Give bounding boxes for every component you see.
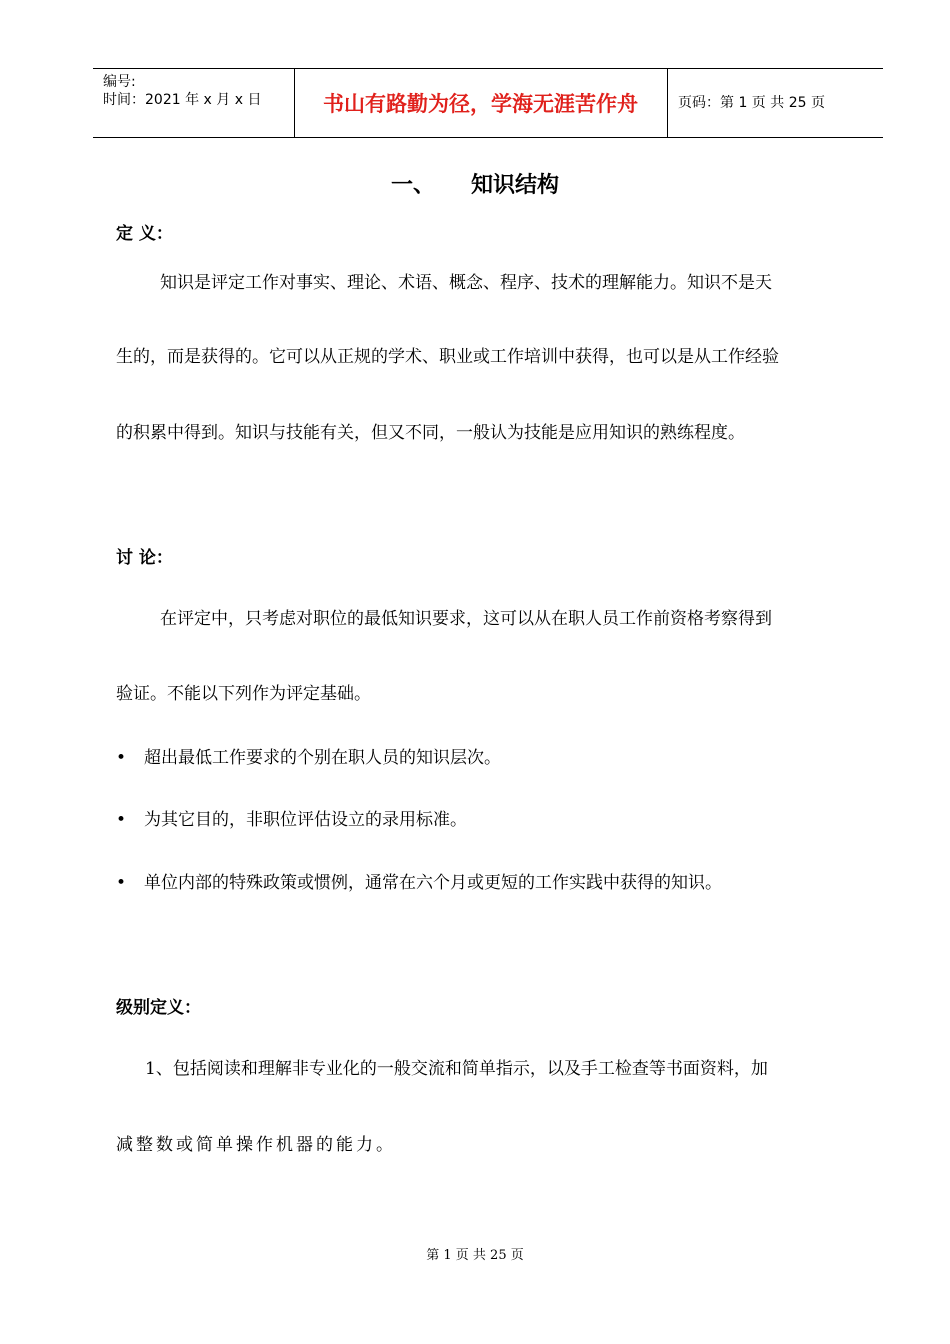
header-page-number: 页码：第 1 页 共 25 页 (678, 95, 825, 111)
page-footer: 第 1 页 共 25 页 (426, 1248, 524, 1263)
list-item-text: 超出最低工作要求的个别在职人员的知识层次。 (144, 748, 501, 768)
header-page-cell (668, 69, 883, 137)
discussion-line-2: 验证。不能以下列作为评定基础。 (116, 684, 371, 704)
header-motto: 书山有路勤为径，学海无涯苦作舟 (323, 91, 638, 116)
title-text: 知识结构 (471, 172, 560, 198)
levels-heading: 级别定义： (116, 998, 201, 1018)
title-number: 一、 (390, 172, 435, 198)
bullet-icon: • (116, 810, 127, 830)
header-left-cell (93, 69, 295, 137)
list-item (116, 872, 722, 894)
list-item (116, 809, 467, 831)
document-number-label: 编号: (103, 74, 136, 90)
document-title (0, 170, 950, 200)
definition-line-1: 知识是评定工作对事实、理论、术语、概念、程序、技术的理解能力。知识不是天 (160, 273, 772, 293)
list-item (116, 747, 501, 769)
discussion-heading: 讨 论： (116, 548, 173, 568)
definition-line-2: 生的，而是获得的。它可以从正规的学术、职业或工作培训中获得，也可以是从工作经验 (116, 347, 779, 367)
bullet-icon: • (116, 748, 127, 768)
document-time: 时间：2021 年 x 月 x 日 (103, 92, 262, 108)
definition-heading: 定 义： (116, 224, 173, 244)
levels-line-2: 减整数或简单操作机器的能力。 (116, 1135, 396, 1155)
definition-line-3: 的积累中得到。知识与技能有关，但又不同，一般认为技能是应用知识的熟练程度。 (116, 423, 745, 443)
discussion-line-1: 在评定中，只考虑对职位的最低知识要求，这可以从在职人员工作前资格考察得到 (160, 609, 772, 629)
list-item-text: 单位内部的特殊政策或惯例，通常在六个月或更短的工作实践中获得的知识。 (144, 873, 722, 893)
list-item-text: 为其它目的，非职位评估设立的录用标准。 (144, 810, 467, 830)
bullet-icon: • (116, 873, 127, 893)
header-motto-cell (294, 69, 668, 137)
levels-line-1: 1、包括阅读和理解非专业化的一般交流和简单指示，以及手工检查等书面资料，加 (145, 1059, 768, 1079)
page-header (93, 68, 883, 138)
